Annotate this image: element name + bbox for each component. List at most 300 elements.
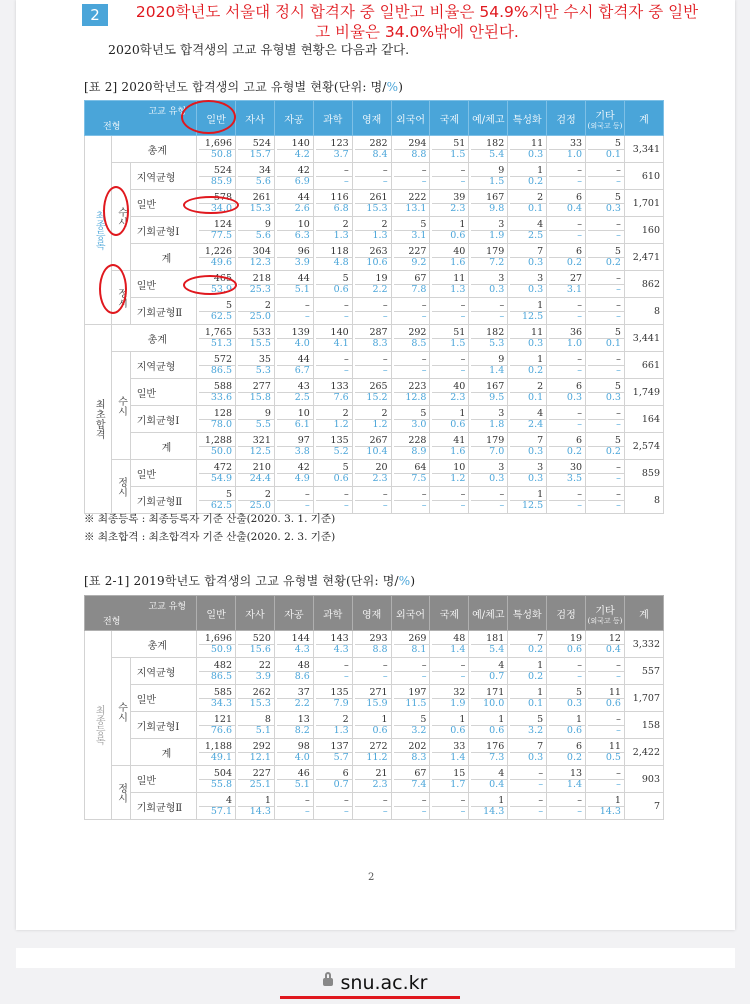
cell-count: – (421, 354, 427, 365)
table-cell (469, 712, 508, 739)
table-cell (197, 136, 236, 163)
cell-count: 572 (213, 354, 233, 365)
table-cell (352, 271, 391, 298)
table-cell (274, 631, 313, 658)
cell-percent: – (432, 671, 468, 682)
susi-label: 수시 (112, 163, 130, 271)
cell-count: 44 (297, 273, 310, 284)
row-label: 일반 (130, 379, 196, 406)
table-cell (352, 433, 391, 460)
cell-count: – (616, 273, 621, 284)
cell-percent: 0.6 (432, 419, 468, 430)
cell-count: 7 (537, 633, 544, 644)
cell-percent: 62.5 (199, 500, 235, 511)
cell-percent: 12.5 (510, 311, 546, 322)
table-row (85, 433, 664, 460)
cell-percent: 5.6 (238, 230, 274, 241)
row-total: 862 (624, 271, 663, 298)
cell-count: 6 (575, 741, 583, 752)
url-display[interactable]: snu.ac.kr (0, 972, 750, 994)
cell-count: – (382, 795, 388, 806)
cell-percent: 15.7 (238, 149, 274, 160)
cell-percent: – (588, 419, 624, 430)
table-cell (197, 379, 236, 406)
cell-count: 262 (252, 687, 271, 698)
next-page-edge (16, 948, 735, 968)
cell-percent: 12.3 (238, 257, 274, 268)
row-label: 계 (130, 244, 196, 271)
table-cell (547, 217, 586, 244)
table-cell (313, 244, 352, 271)
cell-percent: 77.5 (199, 230, 235, 241)
cell-percent: 9.5 (471, 392, 507, 403)
cell-count: 5 (537, 714, 544, 725)
row-total: 1,749 (624, 379, 663, 406)
table-cell (313, 460, 352, 487)
cell-percent: 0.2 (549, 752, 585, 763)
table-cell (274, 325, 313, 352)
cell-count: 9 (498, 165, 505, 176)
table-cell (469, 433, 508, 460)
cell-count: 482 (213, 660, 233, 671)
table-cell (236, 712, 275, 739)
table-row (85, 406, 664, 433)
cell-percent: 4.9 (277, 473, 313, 484)
cell-percent: 2.5 (510, 230, 546, 241)
table-cell (391, 487, 430, 514)
cell-percent: – (588, 365, 624, 376)
cell-percent: 49.1 (199, 752, 235, 763)
table-cell (236, 487, 275, 514)
cell-percent: 0.4 (471, 779, 507, 790)
table-cell (508, 460, 547, 487)
table-cell (313, 298, 352, 325)
annotation-circle (183, 196, 239, 214)
cell-count: 10 (297, 219, 310, 230)
table-cell (274, 658, 313, 685)
cell-count: – (499, 489, 505, 500)
cell-percent: 15.3 (238, 203, 274, 214)
table-cell (586, 406, 625, 433)
cell-percent: – (588, 500, 624, 511)
cell-percent: 5.2 (316, 446, 352, 457)
cell-count: 6 (575, 381, 583, 392)
cell-count: 5 (420, 219, 427, 230)
cell-count: 1,226 (204, 246, 233, 257)
table-cell (430, 271, 469, 298)
cell-count: – (616, 408, 621, 419)
row-label: 총계 (112, 631, 197, 658)
cell-count: 51 (453, 327, 466, 338)
table-cell (430, 190, 469, 217)
cell-count: 3 (498, 273, 505, 284)
table-cell (547, 793, 586, 820)
cell-count: 1 (537, 354, 544, 365)
cell-percent: – (394, 671, 430, 682)
cell-count: 12 (608, 633, 621, 644)
cell-percent: – (394, 806, 430, 817)
cell-percent: 25.0 (238, 500, 274, 511)
headline-annotation: 2020학년도 서울대 정시 합격자 중 일반고 비율은 54.9%지만 수시 합격자 중 일반고 비율은 34.0%밖에 안된다. (135, 3, 699, 41)
cell-count: 228 (408, 435, 427, 446)
col-header: 특성화 (508, 101, 547, 136)
cell-percent: – (588, 230, 624, 241)
cell-percent: 5.7 (316, 752, 352, 763)
cell-count: 1,188 (204, 741, 233, 752)
table-cell (236, 352, 275, 379)
table-cell (197, 793, 236, 820)
table-cell (430, 712, 469, 739)
cell-percent: – (394, 176, 430, 187)
cell-percent: 85.9 (199, 176, 235, 187)
cell-count: 182 (486, 138, 505, 149)
cell-count: 304 (252, 246, 271, 257)
cell-percent: 15.9 (355, 698, 391, 709)
table-cell (391, 658, 430, 685)
table-cell (197, 217, 236, 244)
table-cell (586, 793, 625, 820)
jeongsi-label: 정시 (112, 460, 130, 514)
col-header: 계 (624, 596, 663, 631)
table-cell (236, 298, 275, 325)
cell-count: 42 (297, 462, 310, 473)
cell-count: 44 (297, 192, 310, 203)
table-cell (197, 325, 236, 352)
cell-percent: – (316, 176, 352, 187)
table-row (85, 136, 664, 163)
table-cell (236, 460, 275, 487)
cell-percent: 1.0 (549, 149, 585, 160)
cell-percent: 0.3 (510, 257, 546, 268)
table-cell (313, 190, 352, 217)
table-cell (430, 406, 469, 433)
cell-count: 3 (498, 462, 505, 473)
col-header: 자사 (236, 101, 275, 136)
cell-count: 30 (569, 462, 583, 473)
cell-count: 3 (537, 462, 544, 473)
cell-count: 22 (258, 660, 271, 671)
cell-percent: 0.2 (549, 446, 585, 457)
cell-count: – (305, 300, 310, 311)
cell-percent: 6.7 (277, 365, 313, 376)
table-cell (236, 793, 275, 820)
cell-percent: 1.6 (432, 257, 468, 268)
cell-count: 1 (381, 714, 388, 725)
table-cell (236, 163, 275, 190)
table-row (85, 163, 664, 190)
cell-percent: 53.9 (199, 284, 235, 295)
cell-count: 321 (252, 435, 271, 446)
cell-count: 5 (614, 381, 621, 392)
cell-percent: 54.9 (199, 473, 235, 484)
cell-percent: 0.7 (471, 671, 507, 682)
table-cell (508, 433, 547, 460)
cell-percent: 0.6 (316, 284, 352, 295)
table-2019 (84, 595, 664, 820)
cell-count: 294 (408, 138, 427, 149)
col-header: 자공 (274, 101, 313, 136)
cell-count: 6 (575, 192, 583, 203)
cell-count: 2 (342, 219, 349, 230)
col-header: 예/체고 (469, 101, 508, 136)
cell-count: 32 (453, 687, 466, 698)
cell-count: 43 (297, 381, 310, 392)
susi-label: 수시 (112, 658, 130, 766)
table-cell (469, 271, 508, 298)
cell-count: – (382, 300, 388, 311)
table-row (85, 712, 664, 739)
cell-count: – (382, 660, 388, 671)
cell-count: 116 (330, 192, 349, 203)
table-row (85, 271, 664, 298)
cell-count: 13 (569, 768, 583, 779)
cell-count: 64 (414, 462, 427, 473)
table-cell (352, 631, 391, 658)
row-total: 164 (624, 406, 663, 433)
cell-percent: 0.3 (510, 752, 546, 763)
col-header: 일반 (197, 101, 236, 136)
table-cell (469, 766, 508, 793)
cell-percent: 3.7 (316, 149, 352, 160)
table-cell (391, 352, 430, 379)
table-cell (391, 793, 430, 820)
cell-percent: 5.4 (471, 149, 507, 160)
cell-count: – (382, 489, 388, 500)
table-cell (508, 379, 547, 406)
cell-percent: 14.3 (238, 806, 274, 817)
cell-count: 277 (252, 381, 271, 392)
cell-percent: 8.3 (394, 752, 430, 763)
cell-count: 293 (369, 633, 388, 644)
cell-percent: 15.5 (238, 338, 274, 349)
cell-count: 3 (498, 408, 505, 419)
table-cell (430, 739, 469, 766)
cell-percent: 8.2 (277, 725, 313, 736)
table-cell (547, 658, 586, 685)
cell-count: 267 (369, 435, 388, 446)
cell-percent: 0.1 (510, 203, 546, 214)
cell-percent: 0.3 (510, 338, 546, 349)
cell-percent: 6.3 (277, 230, 313, 241)
col-header: 국제 (430, 596, 469, 631)
table-cell (547, 739, 586, 766)
table-cell (547, 298, 586, 325)
cell-percent: 57.1 (199, 806, 235, 817)
cell-percent: 1.3 (432, 284, 468, 295)
cell-percent: 0.4 (549, 203, 585, 214)
page-number: 2 (368, 872, 375, 883)
cell-percent: 5.3 (471, 338, 507, 349)
table-cell (236, 217, 275, 244)
row-total: 8 (624, 487, 663, 514)
table-cell (586, 487, 625, 514)
cell-percent: 3.2 (394, 725, 430, 736)
table-cell (469, 460, 508, 487)
cell-count: 5 (420, 714, 427, 725)
cell-count: 1 (537, 489, 544, 500)
cell-count: 218 (252, 273, 271, 284)
table-cell (313, 136, 352, 163)
cell-percent: – (549, 419, 585, 430)
cell-count: 4 (498, 768, 505, 779)
table-row (85, 379, 664, 406)
table-cell (586, 325, 625, 352)
table-cell (430, 766, 469, 793)
cell-percent: 0.2 (549, 257, 585, 268)
footnote: ※ 최종등록 : 최종등록자 기준 산출(2020. 3. 1. 기준) (84, 513, 336, 525)
table-row (85, 217, 664, 244)
table-cell (313, 217, 352, 244)
row-label: 총계 (112, 136, 197, 163)
cell-percent: 34.3 (199, 698, 235, 709)
row-label: 일반 (130, 271, 196, 298)
table-cell (586, 244, 625, 271)
cell-count: – (616, 300, 621, 311)
table-cell (547, 685, 586, 712)
cell-count: – (616, 219, 621, 230)
col-header: 기타 (외국고 등) (586, 101, 625, 136)
row-total: 3,441 (624, 325, 663, 352)
table-cell (236, 631, 275, 658)
table-cell (508, 739, 547, 766)
table-row (85, 460, 664, 487)
table-cell (430, 379, 469, 406)
cell-percent: 6.9 (277, 176, 313, 187)
table-cell (197, 163, 236, 190)
cell-percent: 0.1 (510, 392, 546, 403)
cell-percent: 5.4 (471, 644, 507, 655)
cell-percent: 7.8 (394, 284, 430, 295)
cell-percent: – (588, 725, 624, 736)
cell-percent: 1.9 (432, 698, 468, 709)
cell-percent: 1.4 (549, 779, 585, 790)
cell-percent: 6.8 (316, 203, 352, 214)
cell-percent: 5.1 (277, 779, 313, 790)
row-label: 일반 (130, 766, 196, 793)
row-total: 859 (624, 460, 663, 487)
cell-percent: – (316, 500, 352, 511)
cell-percent: 8.8 (355, 644, 391, 655)
table-2020 (84, 100, 664, 514)
cell-percent: 8.5 (394, 338, 430, 349)
cell-count: 287 (369, 327, 388, 338)
cell-count: 210 (252, 462, 271, 473)
cell-count: 11 (608, 741, 621, 752)
col-header: 영재 (352, 596, 391, 631)
cell-count: 44 (297, 354, 310, 365)
table-cell (197, 658, 236, 685)
cell-count: 1 (575, 714, 583, 725)
cell-count: 51 (453, 138, 466, 149)
row-total: 557 (624, 658, 663, 685)
table-cell (352, 298, 391, 325)
cell-count: 13 (297, 714, 310, 725)
table-cell (547, 433, 586, 460)
cell-count: 227 (408, 246, 427, 257)
cell-count: 36 (569, 327, 583, 338)
table-cell (391, 685, 430, 712)
table-cell (586, 163, 625, 190)
cell-count: 202 (408, 741, 427, 752)
row-label: 일반 (130, 190, 196, 217)
table-cell (586, 271, 625, 298)
col-header: 검정 (547, 596, 586, 631)
cell-count: – (538, 795, 544, 806)
cell-count: – (616, 354, 621, 365)
cell-percent: 0.3 (510, 284, 546, 295)
cell-count: 34 (258, 165, 271, 176)
table-cell (391, 136, 430, 163)
cell-count: 135 (330, 687, 349, 698)
table-cell (586, 217, 625, 244)
cell-count: 227 (252, 768, 271, 779)
col-header: 계 (624, 101, 663, 136)
cell-percent: 86.5 (199, 671, 235, 682)
table-cell (274, 217, 313, 244)
cell-percent: 2.2 (355, 284, 391, 295)
row-total: 7 (624, 793, 663, 820)
cell-count: 167 (486, 381, 505, 392)
cell-percent: 1.3 (316, 230, 352, 241)
cell-percent: 0.3 (549, 392, 585, 403)
annotation-circle (183, 275, 237, 295)
cell-count: – (460, 300, 466, 311)
table-cell (469, 793, 508, 820)
cell-count: 96 (297, 246, 310, 257)
table-cell (313, 487, 352, 514)
row-label: 기회균형Ⅰ (130, 217, 196, 244)
cell-percent: 0.3 (549, 698, 585, 709)
group-label: 최초합격 (85, 325, 112, 514)
cell-count: 15 (453, 768, 466, 779)
cell-count: 2 (264, 300, 271, 311)
cell-count: 222 (408, 192, 427, 203)
cell-percent: 5.1 (277, 284, 313, 295)
cell-percent: – (432, 500, 468, 511)
row-label: 지역균형 (130, 163, 196, 190)
table-cell (391, 460, 430, 487)
table-corner: 고교 유형 전형 (85, 101, 197, 136)
cell-percent: 1.3 (316, 725, 352, 736)
table-cell (352, 190, 391, 217)
cell-percent: 1.4 (471, 365, 507, 376)
cell-count: 269 (408, 633, 427, 644)
table-cell (586, 379, 625, 406)
table-cell (547, 379, 586, 406)
table-cell (352, 244, 391, 271)
cell-percent: 1.4 (432, 752, 468, 763)
cell-count: 144 (291, 633, 310, 644)
cell-count: – (616, 768, 621, 779)
cell-percent: 8.3 (355, 338, 391, 349)
cell-count: – (577, 408, 583, 419)
row-total: 661 (624, 352, 663, 379)
table-cell (469, 487, 508, 514)
cell-percent: 3.9 (277, 257, 313, 268)
cell-percent: 4.0 (277, 338, 313, 349)
annotation-circle (181, 100, 236, 134)
table-cell (274, 433, 313, 460)
cell-count: 33 (453, 741, 466, 752)
cell-count: 41 (453, 435, 466, 446)
cell-percent: – (549, 365, 585, 376)
table-cell (197, 298, 236, 325)
cell-count: – (616, 489, 621, 500)
table-cell (391, 712, 430, 739)
col-header: 과학 (313, 101, 352, 136)
cell-count: 5 (614, 246, 621, 257)
table-cell (313, 325, 352, 352)
